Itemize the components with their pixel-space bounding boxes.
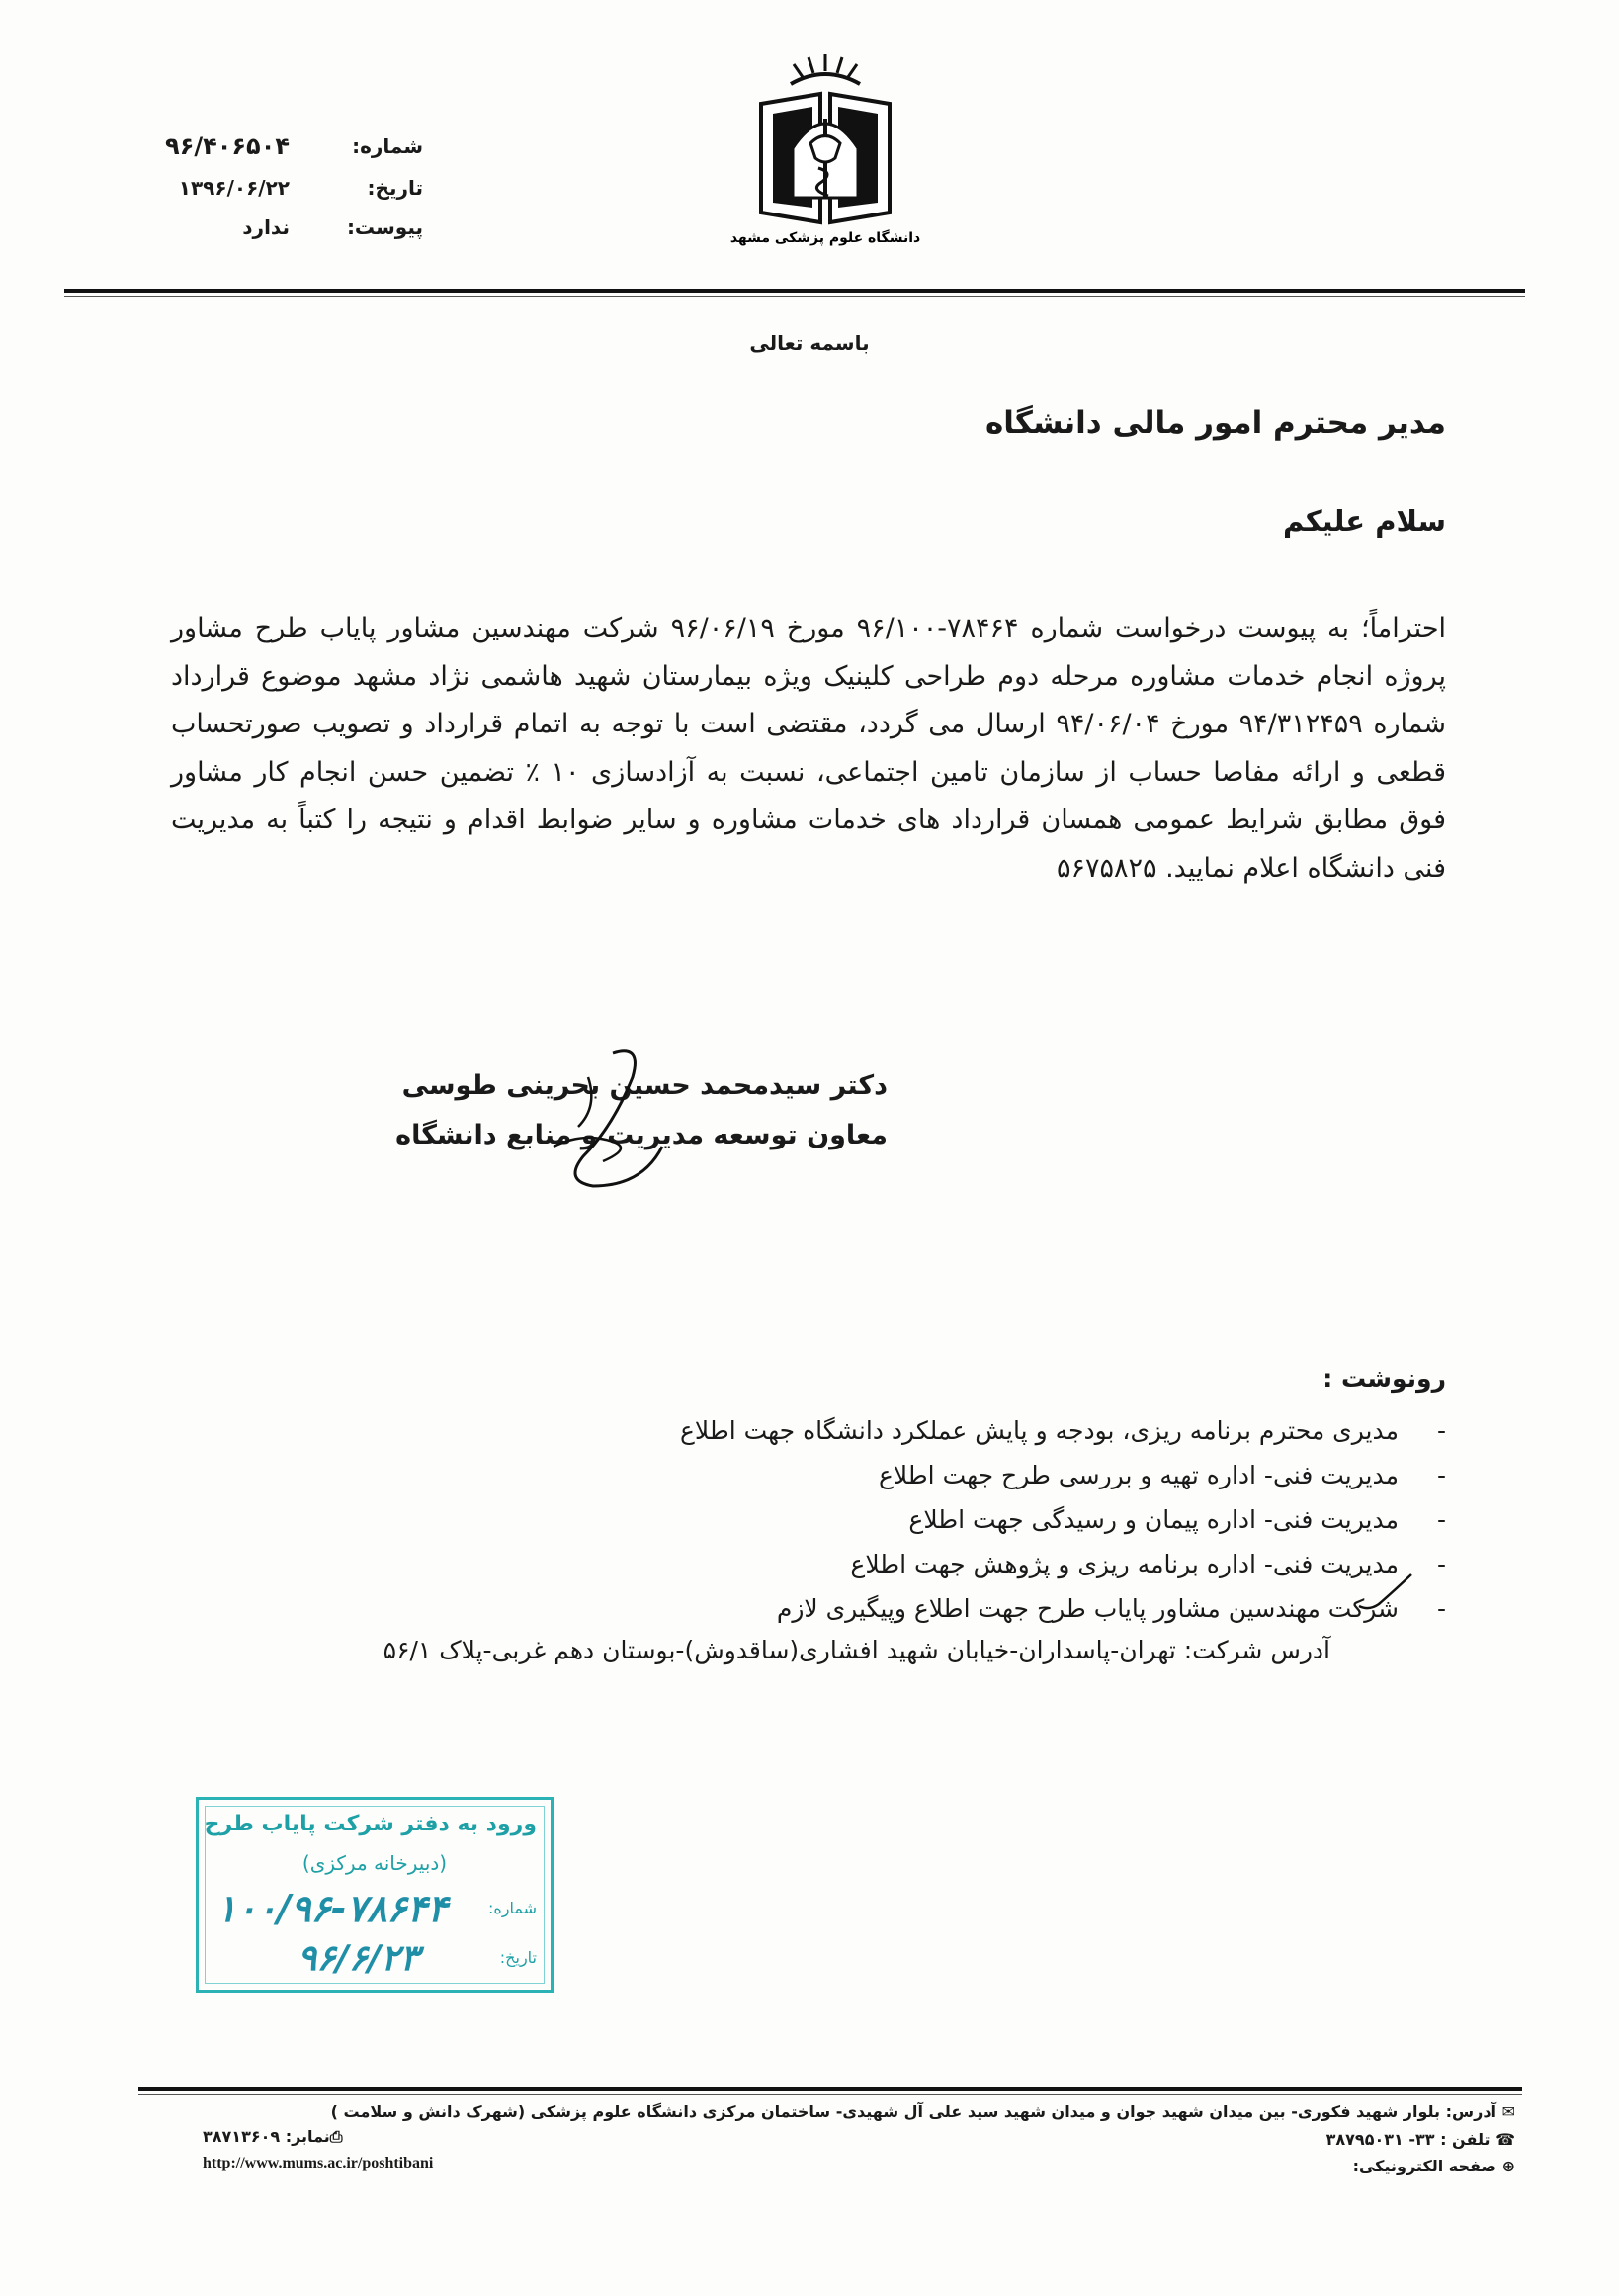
list-dash: -	[1436, 1594, 1446, 1623]
letter-date-row	[127, 168, 423, 208]
university-logo	[729, 49, 921, 247]
list-item	[556, 1453, 1446, 1497]
list-item	[556, 1408, 1446, 1453]
list-item	[556, 1542, 1446, 1586]
footer-divider	[138, 2087, 1522, 2091]
company-address: آدرس شرکت: تهران-پاسداران-خیابان شهید افشاری(ساقدوش)-بوستان دهم غربی-پلاک ۵۶/۱	[383, 1636, 1330, 1664]
letter-attachment-row	[127, 208, 423, 247]
handwritten-tick-mark	[1354, 1567, 1413, 1616]
cc-list	[556, 1408, 1446, 1631]
stamp-title: ورود به دفتر شرکت پایاب طرح	[204, 1812, 537, 1836]
stamp-number-label: شماره:	[487, 1899, 537, 1917]
cc-heading: رونوشت :	[1322, 1364, 1446, 1393]
list-dash: -	[1436, 1550, 1446, 1578]
footer-address	[331, 2102, 1515, 2121]
footer-fax	[203, 2127, 343, 2147]
cc-item-text: مدیری محترم برنامه ریزی، بودجه و پایش عملکرد دانشگاه جهت اطلاع	[679, 1416, 1399, 1445]
list-dash: -	[1436, 1461, 1446, 1489]
cc-item-text: مدیریت فنی- اداره برنامه ریزی و پژوهش جهت اطلاع	[850, 1550, 1399, 1578]
location-icon: ✉	[1496, 2102, 1515, 2121]
phone-icon: ☎	[1490, 2130, 1515, 2149]
receipt-stamp	[196, 1797, 554, 1993]
letter-date-value: ۱۳۹۶/۰۶/۲۲	[178, 176, 290, 200]
footer-web-label	[1353, 2157, 1515, 2175]
cc-item-text: مدیریت فنی- اداره پیمان و رسیدگی جهت اطلاع	[908, 1505, 1399, 1534]
cc-item-text: مدیریت فنی- اداره تهیه و بررسی طرح جهت اطلاع	[878, 1461, 1399, 1489]
cc-item-text: شرکت مهندسین مشاور پایاب طرح جهت اطلاع وپیگیری لازم	[776, 1594, 1399, 1623]
letter-number-value: ۹۶/۴۰۶۵۰۴	[165, 132, 290, 160]
letter-attachment-label: پیوست:	[346, 215, 423, 239]
footer-divider-thin	[138, 2094, 1522, 2095]
letter-attachment-value: ندارد	[242, 215, 290, 239]
list-dash: -	[1436, 1505, 1446, 1534]
stamp-number-value: ۱۰۰/۹۶-۷۸۶۴۴	[216, 1887, 448, 1930]
letter-date-label: تاریخ:	[367, 176, 423, 200]
footer-address-text: آدرس: بلوار شهید فکوری- بین میدان شهید جوان و میدان شهید سید علی آل شهیدی- ساختمان مرکزی دانشگاه علوم پزشکی (شهرک دانش و سلامت )	[330, 2102, 1497, 2121]
letter-number-row	[127, 127, 423, 166]
globe-icon: ⊕	[1496, 2157, 1515, 2175]
header-divider-thin	[64, 296, 1525, 297]
addressee: مدیر محترم امور مالی دانشگاه	[984, 405, 1446, 441]
header-divider	[64, 289, 1525, 293]
stamp-date-label: تاریخ:	[499, 1948, 537, 1967]
list-item	[556, 1497, 1446, 1542]
greeting: سلام علیکم	[1283, 504, 1446, 538]
basmala: باسمه تعالی	[749, 331, 870, 355]
footer-url: http://www.mums.ac.ir/poshtibani	[203, 2155, 434, 2171]
list-item	[556, 1586, 1446, 1631]
signatory-title: معاون توسعه مدیریت و منابع دانشگاه	[395, 1120, 888, 1150]
fax-icon: ⎙	[329, 2127, 343, 2146]
letter-body: احتراماً؛ به پیوست درخواست شماره ۷۸۴۶۴-۹۶/۱۰۰ مورخ ۹۶/۰۶/۱۹ شرکت مهندسین مشاور پایاب طرح مشاور پروژه انجام خدمات مشاوره مرحله دوم طراحی کلینیک ویژه بیمارستان شهید هاشمی نژاد مشهد موضوع قرارداد شماره ۹۴/۳۱۲۴۵۹ مورخ ۹۴/۰۶/۰۴ ارسال می گردد، مقتضی است با توجه به اتمام قرارداد و تصویب صورتحساب قطعی و ارائه مفاصا حساب از سازمان تامین اجتماعی، نسبت به آزادسازی ۱۰ ٪ تضمین حسن انجام کار مشاور فوق مطابق شرایط عمومی همسان قرارداد های خدمات مشاوره و سایر ضوابط اقدام و نتیجه را کتباً به مدیریت فنی دانشگاه اعلام نمایید. ۵۶۷۵۸۲۵	[171, 613, 1447, 884]
footer-phone	[1326, 2130, 1515, 2149]
signatory-name: دکتر سیدمحمد حسین بحرینی طوسی	[401, 1070, 888, 1101]
handwritten-signature	[494, 1038, 692, 1206]
stamp-date-value: ۹۶/۶/۲۳	[298, 1938, 419, 1979]
logo-caption: دانشگاه علوم پزشکی مشهد	[729, 230, 921, 246]
stamp-subtitle: (دبیرخانه مرکزی)	[301, 1851, 448, 1875]
list-dash: -	[1436, 1416, 1446, 1445]
letter-number-label: شماره:	[352, 134, 423, 158]
footer-fax-text: نمابر: ۳۸۷۱۳۶۰۹	[203, 2127, 330, 2146]
footer-phone-text: تلفن : ۳۳- ۳۸۷۹۵۰۳۱	[1325, 2130, 1491, 2149]
footer-web-label-text: صفحه الکترونیکی:	[1352, 2157, 1497, 2175]
